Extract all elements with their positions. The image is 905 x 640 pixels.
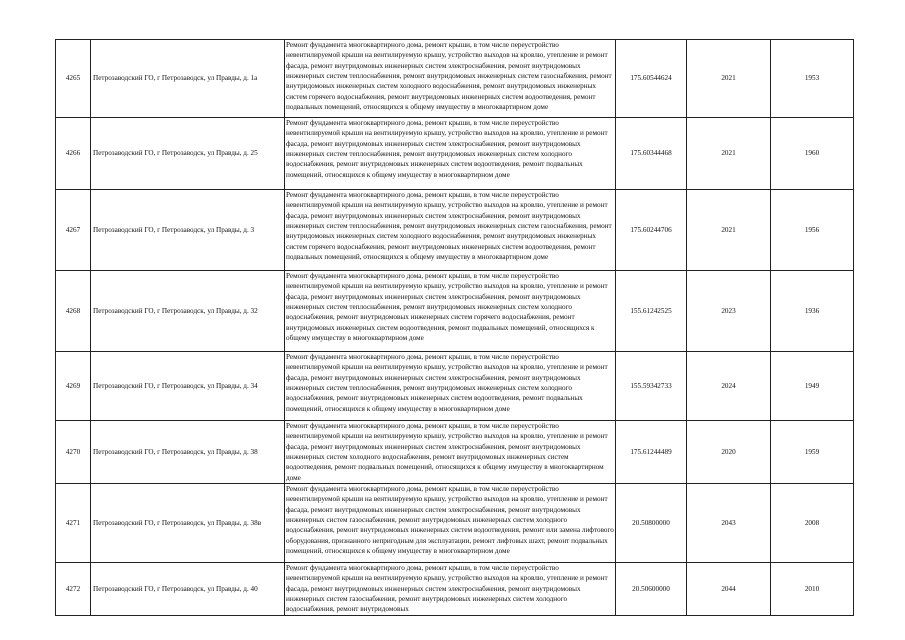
- cost-cell: 175.60344468: [616, 118, 687, 190]
- cost-cell: 175.61244489: [616, 421, 687, 484]
- table-row: [56, 118, 854, 190]
- works-cell: Ремонт фундамента многоквартирного дома, ремонт крыши, в том числе переустройство невентилируемой крыши на вентилируемую крышу, устройство выходов на кровлю, утепление и ремонт фасада, ремонт внутридомовых инженерных систем электроснабжения, ремонт внутридомовых инженерных систем газоснабжения, ремонт внутридомовых инженерных систем холодного водоснабжения, ремонт внутридомовых: [285, 563, 616, 616]
- row-number: 4267: [56, 190, 91, 271]
- table-row: [56, 190, 854, 271]
- row-number: 4272: [56, 563, 91, 616]
- address-cell: Петрозаводский ГО, г Петрозаводск, ул Правды, д. 34: [91, 352, 285, 421]
- built-year-cell: 1959: [771, 421, 854, 484]
- year-cell: 2043: [687, 484, 771, 563]
- address-cell: Петрозаводский ГО, г Петрозаводск, ул Правды, д. 25: [91, 118, 285, 190]
- table-row: [56, 421, 854, 484]
- row-number: 4265: [56, 40, 91, 118]
- works-cell: Ремонт фундамента многоквартирного дома, ремонт крыши, в том числе переустройство невентилируемой крыши на вентилируемую крышу, устройство выходов на кровлю, утепление и ремонт фасада, ремонт внутридомовых инженерных систем электроснабжения, ремонт внутридомовых инженерных систем газоснабжения, ремонт внутридомовых инженерных систем холодного водоснабжения, ремонт внутридомовых инженерных систем водоотведения, ремонт или замена лифтового оборудования, признанного непригодным для эксплуатации, ремонт лифтовых шахт, ремонт подвальных помещений, относящихся к общему имуществу в многоквартирном доме: [285, 484, 616, 563]
- address-cell: Петрозаводский ГО, г Петрозаводск, ул Правды, д. 3: [91, 190, 285, 271]
- year-cell: 2023: [687, 271, 771, 352]
- table-row: [56, 563, 854, 616]
- address-cell: Петрозаводский ГО, г Петрозаводск, ул Правды, д. 40: [91, 563, 285, 616]
- year-cell: 2021: [687, 118, 771, 190]
- year-cell: 2044: [687, 563, 771, 616]
- table-row: [56, 271, 854, 352]
- cost-cell: 20.50600000: [616, 563, 687, 616]
- row-number: 4269: [56, 352, 91, 421]
- works-cell: Ремонт фундамента многоквартирного дома, ремонт крыши, в том числе переустройство невентилируемой крыши на вентилируемую крышу, устройство выходов на кровлю, утепление и ремонт фасада, ремонт внутридомовых инженерных систем электроснабжения, ремонт внутридомовых инженерных систем теплоснабжения, ремонт внутридомовых инженерных систем газоснабжения, ремонт внутридомовых инженерных систем холодного водоснабжения, ремонт внутридомовых инженерных систем горячего водоснабжения, ремонт внутридомовых инженерных систем водоотведения, ремонт подвальных помещений, относящихся к общему имуществу в многоквартирном доме: [285, 40, 616, 118]
- built-year-cell: 1936: [771, 271, 854, 352]
- address-cell: Петрозаводский ГО, г Петрозаводск, ул Правды, д. 38: [91, 421, 285, 484]
- year-cell: 2020: [687, 421, 771, 484]
- works-cell: Ремонт фундамента многоквартирного дома, ремонт крыши, в том числе переустройство невентилируемой крыши на вентилируемую крышу, устройство выходов на кровлю, утепление и ремонт фасада, ремонт внутридомовых инженерных систем электроснабжения, ремонт внутридомовых инженерных систем теплоснабжения, ремонт внутридомовых инженерных систем холодного водоснабжения, ремонт внутридомовых инженерных систем горячего водоснабжения, ремонт внутридомовых инженерных систем водоотведения, ремонт подвальных помещений, относящихся к общему имуществу в многоквартирном доме: [285, 271, 616, 352]
- cost-cell: 155.61242525: [616, 271, 687, 352]
- row-number: 4270: [56, 421, 91, 484]
- built-year-cell: 1956: [771, 190, 854, 271]
- table-row: [56, 40, 854, 118]
- address-cell: Петрозаводский ГО, г Петрозаводск, ул Правды, д. 38в: [91, 484, 285, 563]
- capital-repair-table: [55, 39, 854, 616]
- built-year-cell: 2008: [771, 484, 854, 563]
- row-number: 4271: [56, 484, 91, 563]
- address-cell: Петрозаводский ГО, г Петрозаводск, ул Правды, д. 1а: [91, 40, 285, 118]
- built-year-cell: 1960: [771, 118, 854, 190]
- built-year-cell: 2010: [771, 563, 854, 616]
- cost-cell: 175.60244706: [616, 190, 687, 271]
- row-number: 4268: [56, 271, 91, 352]
- table-row: [56, 352, 854, 421]
- row-number: 4266: [56, 118, 91, 190]
- table-row: [56, 484, 854, 563]
- built-year-cell: 1949: [771, 352, 854, 421]
- address-cell: Петрозаводский ГО, г Петрозаводск, ул Правды, д. 32: [91, 271, 285, 352]
- works-cell: Ремонт фундамента многоквартирного дома, ремонт крыши, в том числе переустройство невентилируемой крыши на вентилируемую крышу, устройство выходов на кровлю, утепление и ремонт фасада, ремонт внутридомовых инженерных систем электроснабжения, ремонт внутридомовых инженерных систем теплоснабжения, ремонт внутридомовых инженерных систем холодного водоснабжения, ремонт внутридомовых инженерных систем водоотведения, ремонт подвальных помещений, относящихся к общему имуществу в многоквартирном доме: [285, 352, 616, 421]
- works-cell: Ремонт фундамента многоквартирного дома, ремонт крыши, в том числе переустройство невентилируемой крыши на вентилируемую крышу, устройство выходов на кровлю, утепление и ремонт фасада, ремонт внутридомовых инженерных систем электроснабжения, ремонт внутридомовых инженерных систем холодного водоснабжения, ремонт внутридомовых инженерных систем водоотведения, ремонт подвальных помещений, относящихся к общему имуществу в многоквартирном доме: [285, 421, 616, 484]
- cost-cell: 175.60544624: [616, 40, 687, 118]
- year-cell: 2024: [687, 352, 771, 421]
- works-cell: Ремонт фундамента многоквартирного дома, ремонт крыши, в том числе переустройство невентилируемой крыши на вентилируемую крышу, устройство выходов на кровлю, утепление и ремонт фасада, ремонт внутридомовых инженерных систем электроснабжения, ремонт внутридомовых инженерных систем теплоснабжения, ремонт внутридомовых инженерных систем газоснабжения, ремонт внутридомовых инженерных систем холодного водоснабжения, ремонт внутридомовых инженерных систем горячего водоснабжения, ремонт внутридомовых инженерных систем водоотведения, ремонт подвальных помещений, относящихся к общему имуществу в многоквартирном доме: [285, 190, 616, 271]
- cost-cell: 155.59342733: [616, 352, 687, 421]
- year-cell: 2021: [687, 40, 771, 118]
- works-cell: Ремонт фундамента многоквартирного дома, ремонт крыши, в том числе переустройство невентилируемой крыши на вентилируемую крышу, устройство выходов на кровлю, утепление и ремонт фасада, ремонт внутридомовых инженерных систем электроснабжения, ремонт внутридомовых инженерных систем теплоснабжения, ремонт внутридомовых инженерных систем холодного водоснабжения, ремонт внутридомовых инженерных систем водоотведения, ремонт подвальных помещений, относящихся к общему имуществу в многоквартирном доме: [285, 118, 616, 190]
- year-cell: 2021: [687, 190, 771, 271]
- built-year-cell: 1953: [771, 40, 854, 118]
- cost-cell: 20.50800000: [616, 484, 687, 563]
